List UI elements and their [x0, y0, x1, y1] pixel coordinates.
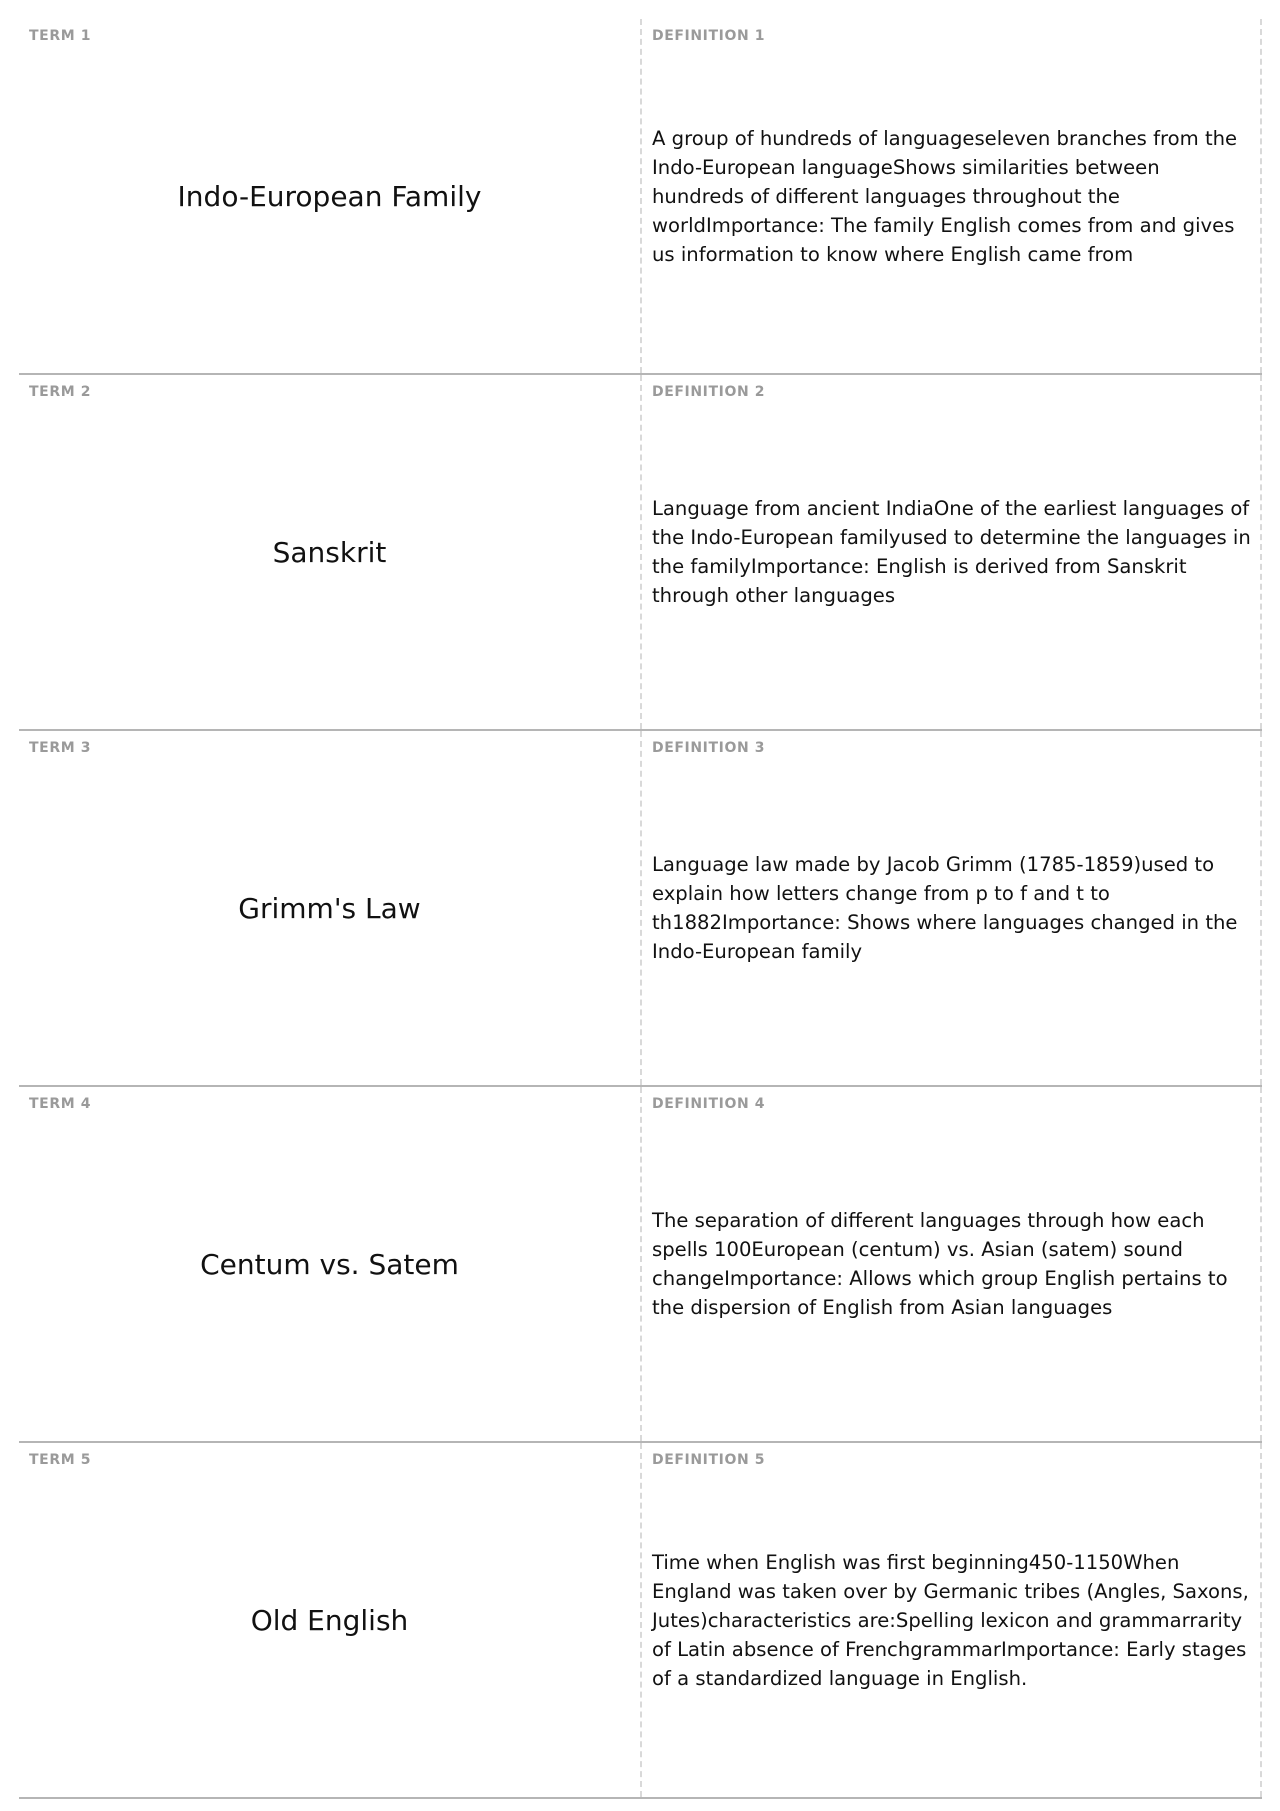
flashcard-row-5 [19, 1443, 1262, 1799]
definition-label: DEFINITION 5 [652, 1452, 766, 1468]
term-text: Grimm's Law [238, 891, 421, 925]
definition-label: DEFINITION 1 [652, 28, 766, 44]
definition-text: Time when English was first beginning450-1150When England was taken over by Germanic tribes (Angles, Saxons, Jutes)characteristics are:Spelling lexicon and grammarrarity of Latin absence of FrenchgrammarImportance: Early stages of a standardized language in English. [652, 1550, 1249, 1690]
flashcard-sheet [19, 19, 1262, 1799]
term-cell-1 [19, 19, 642, 373]
flashcard-row-1 [19, 19, 1262, 375]
term-text: Indo-European Family [177, 179, 482, 213]
definition-text: The separation of different languages through how each spells 100European (centum) vs. Asian (satem) sound changeImportance: Allows which group English pertains to the dispersion of English from Asian languages [652, 1209, 1228, 1319]
term-label: TERM 1 [29, 28, 92, 44]
definition-cell-5 [642, 1443, 1262, 1797]
term-cell-2 [19, 375, 642, 729]
term-text: Sanskrit [272, 535, 387, 569]
term-label: TERM 2 [29, 384, 92, 400]
term-text: Centum vs. Satem [200, 1247, 459, 1281]
flashcard-row-3 [19, 731, 1262, 1087]
definition-text: A group of hundreds of languageseleven branches from the Indo-European languageShows similarities between hundreds of different languages throughout the worldImportance: The family English comes from and gives us information to know where English came from [652, 126, 1238, 266]
term-cell-3 [19, 731, 642, 1085]
definition-cell-1 [642, 19, 1262, 373]
term-cell-4 [19, 1087, 642, 1441]
term-cell-5 [19, 1443, 642, 1797]
term-label: TERM 5 [29, 1452, 92, 1468]
flashcard-row-4 [19, 1087, 1262, 1443]
flashcard-row-2 [19, 375, 1262, 731]
definition-text: Language from ancient IndiaOne of the earliest languages of the Indo-European familyused to determine the languages in the familyImportance: English is derived from Sanskrit through other languages [652, 497, 1251, 607]
definition-cell-4 [642, 1087, 1262, 1441]
term-label: TERM 4 [29, 1096, 92, 1112]
term-label: TERM 3 [29, 740, 92, 756]
definition-label: DEFINITION 2 [652, 384, 766, 400]
definition-label: DEFINITION 3 [652, 740, 766, 756]
definition-text: Language law made by Jacob Grimm (1785-1859)used to explain how letters change from p to f and t to th1882Importance: Shows where languages changed in the Indo-European family [652, 853, 1238, 963]
definition-label: DEFINITION 4 [652, 1096, 766, 1112]
definition-cell-2 [642, 375, 1262, 729]
definition-cell-3 [642, 731, 1262, 1085]
term-text: Old English [250, 1603, 409, 1637]
